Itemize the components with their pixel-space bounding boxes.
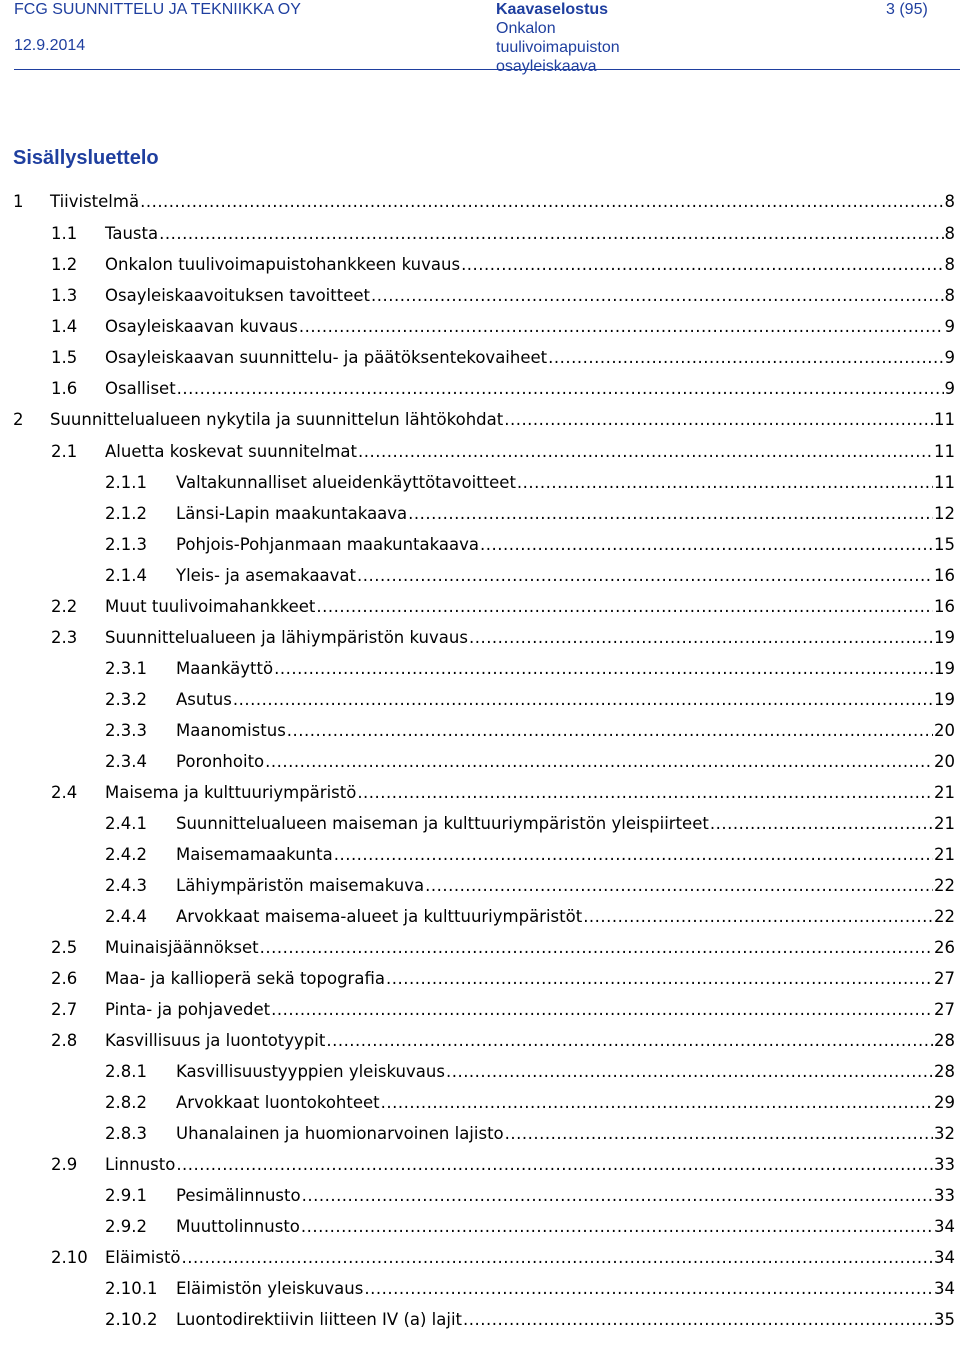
toc-entry-page: 21 [934, 783, 955, 802]
toc-entry-title: Pohjois-Pohjanmaan maakuntakaava [176, 535, 479, 554]
toc-entry[interactable] [0, 808, 960, 839]
toc-entry-page: 33 [934, 1186, 955, 1205]
toc-entry-line [176, 467, 955, 498]
toc-dot-leader [504, 404, 933, 436]
toc-entry-line [105, 311, 955, 342]
toc-entry[interactable] [0, 1118, 960, 1149]
document-title-line-1: Onkalon [496, 20, 556, 37]
toc-entry-line [105, 591, 955, 622]
toc-entry-number: 2.10.1 [105, 1279, 158, 1298]
toc-dot-leader [287, 715, 933, 746]
toc-entry-page: 9 [944, 379, 955, 398]
toc-entry-line [176, 808, 955, 839]
toc-entry-line [50, 186, 955, 218]
toc-entry-number: 2.8 [51, 1031, 78, 1050]
toc-entry-number: 2 [13, 410, 24, 429]
toc-entry-number: 1 [13, 192, 24, 211]
toc-entry-line [176, 870, 955, 901]
toc-entry-title: Luontodirektiivin liitteen IV (a) lajit [176, 1310, 463, 1329]
toc-entry-number: 1.2 [51, 255, 78, 274]
toc-entry[interactable] [0, 932, 960, 963]
toc-dot-leader [364, 1273, 933, 1304]
toc-entry-line [176, 498, 955, 529]
toc-entry-page: 27 [934, 969, 955, 988]
toc-entry-line [176, 1056, 955, 1087]
toc-entry-number: 2.3.4 [105, 752, 147, 771]
toc-dot-leader [358, 436, 933, 467]
toc-entry[interactable] [0, 1304, 960, 1335]
header-document-info [496, 0, 620, 76]
toc-entry-page: 15 [934, 535, 955, 554]
toc-entry-page: 34 [934, 1279, 955, 1298]
toc-entry-title: Asutus [176, 690, 232, 709]
toc-entry-title: Uhanalainen ja huomionarvoinen lajisto [176, 1124, 504, 1143]
toc-entry-number: 2.5 [51, 938, 78, 957]
toc-entry-page: 16 [934, 566, 955, 585]
toc-entry[interactable] [0, 870, 960, 901]
toc-entry-line [105, 777, 955, 808]
toc-entry-title: Länsi-Lapin maakuntakaava [176, 504, 408, 523]
toc-entry-title: Aluetta koskevat suunnitelmat [105, 442, 358, 461]
toc-entry-page: 9 [944, 317, 955, 336]
toc-entry-title: Lähiympäristön maisemakuva [176, 876, 425, 895]
toc-entry[interactable] [0, 529, 960, 560]
toc-entry-title: Osayleiskaavan suunnittelu- ja päätöksentekovaiheet [105, 348, 548, 367]
toc-dot-leader [710, 808, 933, 839]
toc-entry-number: 2.1 [51, 442, 78, 461]
toc-entry-title: Muut tuulivoimahankkeet [105, 597, 316, 616]
toc-entry-title: Osalliset [105, 379, 176, 398]
toc-entry[interactable] [0, 436, 960, 467]
company-name: FCG SUUNNITTELU JA TEKNIIKKA OY [14, 1, 301, 18]
toc-entry-number: 2.8.3 [105, 1124, 147, 1143]
toc-entry-title: Tiivistelmä [50, 192, 140, 211]
toc-entry-page: 16 [934, 597, 955, 616]
toc-entry-title: Maa- ja kallioperä sekä topografia [105, 969, 385, 988]
toc-entry-line [105, 218, 955, 249]
toc-entry[interactable] [0, 1242, 960, 1273]
toc-entry-line [176, 839, 955, 870]
toc-dot-leader [517, 467, 933, 498]
toc-entry-line [176, 560, 955, 591]
toc-entry-page: 8 [944, 192, 955, 211]
toc-entry-title: Muinaisjäännökset [105, 938, 259, 957]
toc-entry[interactable] [0, 467, 960, 498]
toc-entry-page: 27 [934, 1000, 955, 1019]
toc-entry-line [105, 1149, 955, 1180]
toc-entry-page: 8 [944, 286, 955, 305]
toc-entry-number: 2.3.3 [105, 721, 147, 740]
toc-entry[interactable] [0, 653, 960, 684]
toc-entry-title: Pinta- ja pohjavedet [105, 1000, 271, 1019]
toc-entry-number: 1.3 [51, 286, 78, 305]
toc-dot-leader [381, 1087, 933, 1118]
toc-entry-page: 28 [934, 1031, 955, 1050]
toc-entry-line [105, 249, 955, 280]
header-divider [14, 69, 960, 70]
toc-entry[interactable] [0, 715, 960, 746]
toc-dot-leader [505, 1118, 933, 1149]
toc-entry-line [105, 994, 955, 1025]
toc-entry[interactable] [0, 373, 960, 404]
toc-entry-title: Poronhoito [176, 752, 265, 771]
toc-entry[interactable] [0, 186, 960, 218]
toc-dot-leader [176, 1149, 933, 1180]
toc-dot-leader [182, 1242, 933, 1273]
toc-entry-number: 2.4 [51, 783, 78, 802]
toc-entry-number: 2.9.1 [105, 1186, 147, 1205]
toc-entry-line [176, 715, 955, 746]
toc-entry[interactable] [0, 1149, 960, 1180]
toc-entry-title: Osayleiskaavoituksen tavoitteet [105, 286, 370, 305]
toc-entry-page: 34 [934, 1248, 955, 1267]
toc-entry[interactable] [0, 404, 960, 436]
toc-entry-page: 32 [934, 1124, 955, 1143]
toc-entry-number: 2.1.1 [105, 473, 147, 492]
toc-dot-leader [357, 777, 933, 808]
toc-dot-leader [446, 1056, 933, 1087]
toc-entry-line [176, 901, 955, 932]
toc-entry-number: 2.6 [51, 969, 78, 988]
toc-entry-page: 22 [934, 876, 955, 895]
toc-entry-line [105, 932, 955, 963]
toc-entry-title: Arvokkaat luontokohteet [176, 1093, 380, 1112]
toc-dot-leader [386, 963, 933, 994]
toc-dot-leader [260, 932, 933, 963]
toc-entry[interactable] [0, 1025, 960, 1056]
toc-entry-number: 2.10 [51, 1248, 88, 1267]
toc-entry-title: Kasvillisuus ja luontotyypit [105, 1031, 326, 1050]
toc-entry-number: 2.1.2 [105, 504, 147, 523]
toc-entry[interactable] [0, 1211, 960, 1242]
toc-entry-title: Suunnittelualueen nykytila ja suunnittelun lähtökohdat [50, 410, 504, 429]
toc-entry-number: 2.10.2 [105, 1310, 158, 1329]
toc-dot-leader [463, 1304, 933, 1335]
toc-entry-page: 11 [934, 442, 955, 461]
toc-entry-number: 2.4.4 [105, 907, 147, 926]
table-of-contents [0, 186, 960, 1335]
toc-entry-title: Suunnittelualueen ja lähiympäristön kuvaus [105, 628, 468, 647]
toc-entry-line [105, 1242, 955, 1273]
toc-dot-leader [299, 311, 944, 342]
document-title-line-3: osayleiskaava [496, 58, 597, 75]
toc-entry[interactable] [0, 1273, 960, 1304]
toc-entry-line [176, 1211, 955, 1242]
toc-entry-line [105, 436, 955, 467]
toc-dot-leader [159, 218, 943, 249]
toc-dot-leader [480, 529, 933, 560]
toc-entry-title: Eläimistö [105, 1248, 181, 1267]
toc-entry-number: 2.2 [51, 597, 78, 616]
toc-entry-page: 8 [944, 224, 955, 243]
document-date: 12.9.2014 [14, 37, 86, 54]
toc-entry-line [176, 653, 955, 684]
toc-entry-title: Eläimistön yleiskuvaus [176, 1279, 364, 1298]
toc-entry-line [105, 622, 955, 653]
header-left [14, 0, 301, 72]
toc-entry[interactable] [0, 1087, 960, 1118]
toc-entry[interactable] [0, 684, 960, 715]
toc-entry-number: 1.5 [51, 348, 78, 367]
toc-entry-page: 34 [934, 1217, 955, 1236]
toc-entry-number: 2.1.3 [105, 535, 147, 554]
toc-dot-leader [408, 498, 933, 529]
toc-entry-line [176, 1273, 955, 1304]
toc-entry-page: 19 [934, 659, 955, 678]
toc-entry-title: Linnusto [105, 1155, 176, 1174]
toc-entry-page: 20 [934, 721, 955, 740]
toc-entry-line [176, 746, 955, 777]
toc-entry-line [176, 684, 955, 715]
toc-entry-page: 21 [934, 814, 955, 833]
toc-entry[interactable] [0, 839, 960, 870]
toc-dot-leader [233, 684, 933, 715]
toc-entry[interactable] [0, 249, 960, 280]
toc-title: Sisällysluettelo [13, 147, 159, 169]
toc-entry-page: 26 [934, 938, 955, 957]
toc-entry-number: 2.4.1 [105, 814, 147, 833]
toc-entry-page: 28 [934, 1062, 955, 1081]
toc-entry-page: 8 [944, 255, 955, 274]
toc-entry-line [176, 529, 955, 560]
toc-entry-page: 29 [934, 1093, 955, 1112]
toc-entry[interactable] [0, 746, 960, 777]
toc-entry-title: Yleis- ja asemakaavat [176, 566, 357, 585]
toc-entry-title: Tausta [105, 224, 159, 243]
toc-entry-number: 1.6 [51, 379, 78, 398]
toc-entry-page: 12 [934, 504, 955, 523]
toc-entry-title: Onkalon tuulivoimapuistohankkeen kuvaus [105, 255, 461, 274]
toc-entry-page: 19 [934, 690, 955, 709]
toc-entry-title: Maanomistus [176, 721, 286, 740]
toc-dot-leader [326, 1025, 933, 1056]
toc-entry[interactable] [0, 311, 960, 342]
toc-dot-leader [548, 342, 943, 373]
toc-entry-title: Pesimälinnusto [176, 1186, 301, 1205]
toc-entry-page: 22 [934, 907, 955, 926]
toc-entry-page: 20 [934, 752, 955, 771]
toc-entry-number: 2.9.2 [105, 1217, 147, 1236]
toc-entry-title: Maankäyttö [176, 659, 274, 678]
document-type: Kaavaselostus [496, 1, 609, 18]
toc-entry-number: 2.3 [51, 628, 78, 647]
toc-dot-leader [274, 653, 933, 684]
toc-entry[interactable] [0, 280, 960, 311]
toc-entry-number: 2.8.2 [105, 1093, 147, 1112]
toc-entry-number: 2.4.2 [105, 845, 147, 864]
toc-dot-leader [177, 373, 944, 404]
document-title-line-2: tuulivoimapuiston [496, 39, 620, 56]
toc-entry[interactable] [0, 622, 960, 653]
toc-entry[interactable] [0, 560, 960, 591]
toc-dot-leader [357, 560, 933, 591]
toc-entry-number: 1.1 [51, 224, 78, 243]
toc-dot-leader [425, 870, 933, 901]
toc-entry-title: Suunnittelualueen maiseman ja kulttuuriympäristön yleispiirteet [176, 814, 709, 833]
toc-entry-number: 2.7 [51, 1000, 78, 1019]
page-number: 3 (95) [886, 1, 928, 18]
toc-entry-page: 33 [934, 1155, 955, 1174]
toc-dot-leader [583, 901, 933, 932]
toc-entry-number: 1.4 [51, 317, 78, 336]
toc-entry-page: 9 [944, 348, 955, 367]
toc-entry-title: Arvokkaat maisema-alueet ja kulttuuriympäristöt [176, 907, 583, 926]
toc-entry-number: 2.9 [51, 1155, 78, 1174]
toc-entry-line [176, 1118, 955, 1149]
toc-entry-line [105, 1025, 955, 1056]
toc-entry[interactable] [0, 1056, 960, 1087]
toc-entry-title: Maisema ja kulttuuriympäristö [105, 783, 357, 802]
toc-entry[interactable] [0, 218, 960, 249]
toc-entry-title: Kasvillisuustyyppien yleiskuvaus [176, 1062, 445, 1081]
toc-dot-leader [140, 186, 943, 218]
toc-dot-leader [371, 280, 944, 311]
page-header [0, 0, 960, 75]
toc-entry-title: Muuttolinnusto [176, 1217, 300, 1236]
toc-dot-leader [461, 249, 943, 280]
toc-entry[interactable] [0, 994, 960, 1025]
toc-dot-leader [316, 591, 933, 622]
toc-entry-line [50, 404, 955, 436]
toc-entry-title: Valtakunnalliset alueidenkäyttötavoitteet [176, 473, 516, 492]
toc-entry-line [105, 280, 955, 311]
toc-dot-leader [271, 994, 933, 1025]
toc-entry-page: 19 [934, 628, 955, 647]
toc-dot-leader [265, 746, 933, 777]
toc-dot-leader [302, 1180, 933, 1211]
toc-entry-page: 21 [934, 845, 955, 864]
toc-entry-line [176, 1304, 955, 1335]
toc-entry[interactable] [0, 1180, 960, 1211]
toc-entry[interactable] [0, 777, 960, 808]
toc-entry[interactable] [0, 342, 960, 373]
toc-entry-number: 2.1.4 [105, 566, 147, 585]
toc-entry-number: 2.3.2 [105, 690, 147, 709]
toc-entry[interactable] [0, 591, 960, 622]
toc-entry-line [176, 1180, 955, 1211]
toc-entry-page: 35 [934, 1310, 955, 1329]
toc-dot-leader [301, 1211, 933, 1242]
toc-entry-line [105, 342, 955, 373]
toc-entry-number: 2.4.3 [105, 876, 147, 895]
toc-entry-number: 2.3.1 [105, 659, 147, 678]
toc-dot-leader [334, 839, 933, 870]
toc-entry-title: Maisemamaakunta [176, 845, 333, 864]
toc-entry[interactable] [0, 963, 960, 994]
toc-entry-page: 11 [934, 410, 955, 429]
toc-entry-title: Osayleiskaavan kuvaus [105, 317, 298, 336]
toc-entry-number: 2.8.1 [105, 1062, 147, 1081]
toc-entry-line [105, 373, 955, 404]
toc-entry-page: 11 [934, 473, 955, 492]
toc-entry-line [105, 963, 955, 994]
toc-dot-leader [469, 622, 933, 653]
toc-entry[interactable] [0, 498, 960, 529]
toc-entry[interactable] [0, 901, 960, 932]
toc-entry-line [176, 1087, 955, 1118]
